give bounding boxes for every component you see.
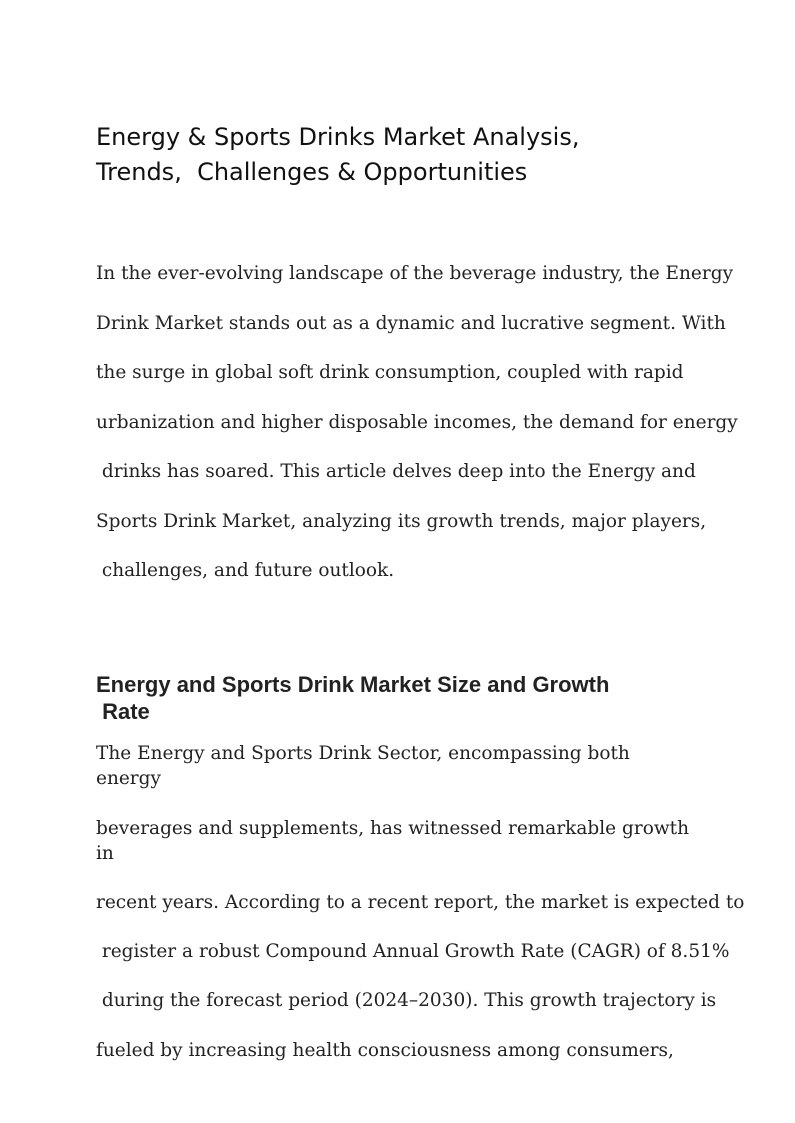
section-paragraph-line: energy bbox=[96, 768, 161, 789]
document-title-line-2: Trends, Challenges & Opportunities bbox=[96, 158, 528, 186]
intro-paragraph-line: drinks has soared. This article delves deep into the Energy and bbox=[96, 461, 696, 482]
intro-paragraph-line: In the ever-evolving landscape of the beverage industry, the Energy bbox=[96, 263, 734, 284]
section-paragraph-line: beverages and supplements, has witnessed remarkable growth bbox=[96, 818, 690, 839]
intro-paragraph-line: the surge in global soft drink consumption, coupled with rapid bbox=[96, 362, 684, 383]
section-paragraph-line: The Energy and Sports Drink Sector, encompassing both bbox=[96, 743, 630, 764]
section-paragraph-line: during the forecast period (2024–2030). This growth trajectory is bbox=[96, 990, 717, 1011]
intro-paragraph-line: Sports Drink Market, analyzing its growth trends, major players, bbox=[96, 511, 707, 532]
intro-paragraph-line: urbanization and higher disposable incomes, the demand for energy bbox=[96, 412, 738, 433]
document-title-line-1: Energy & Sports Drinks Market Analysis, bbox=[96, 123, 580, 151]
intro-paragraph-line: Drink Market stands out as a dynamic and lucrative segment. With bbox=[96, 313, 726, 334]
section-heading-line-1: Energy and Sports Drink Market Size and Growth bbox=[96, 672, 610, 697]
section-heading-line-2: Rate bbox=[96, 699, 150, 724]
section-paragraph-line: register a robust Compound Annual Growth Rate (CAGR) of 8.51% bbox=[96, 941, 730, 962]
section-paragraph-line: recent years. According to a recent report, the market is expected to bbox=[96, 892, 745, 913]
intro-paragraph-line: challenges, and future outlook. bbox=[96, 560, 395, 581]
section-paragraph-line: fueled by increasing health consciousness among consumers, bbox=[96, 1040, 674, 1061]
section-paragraph-line: in bbox=[96, 843, 114, 864]
